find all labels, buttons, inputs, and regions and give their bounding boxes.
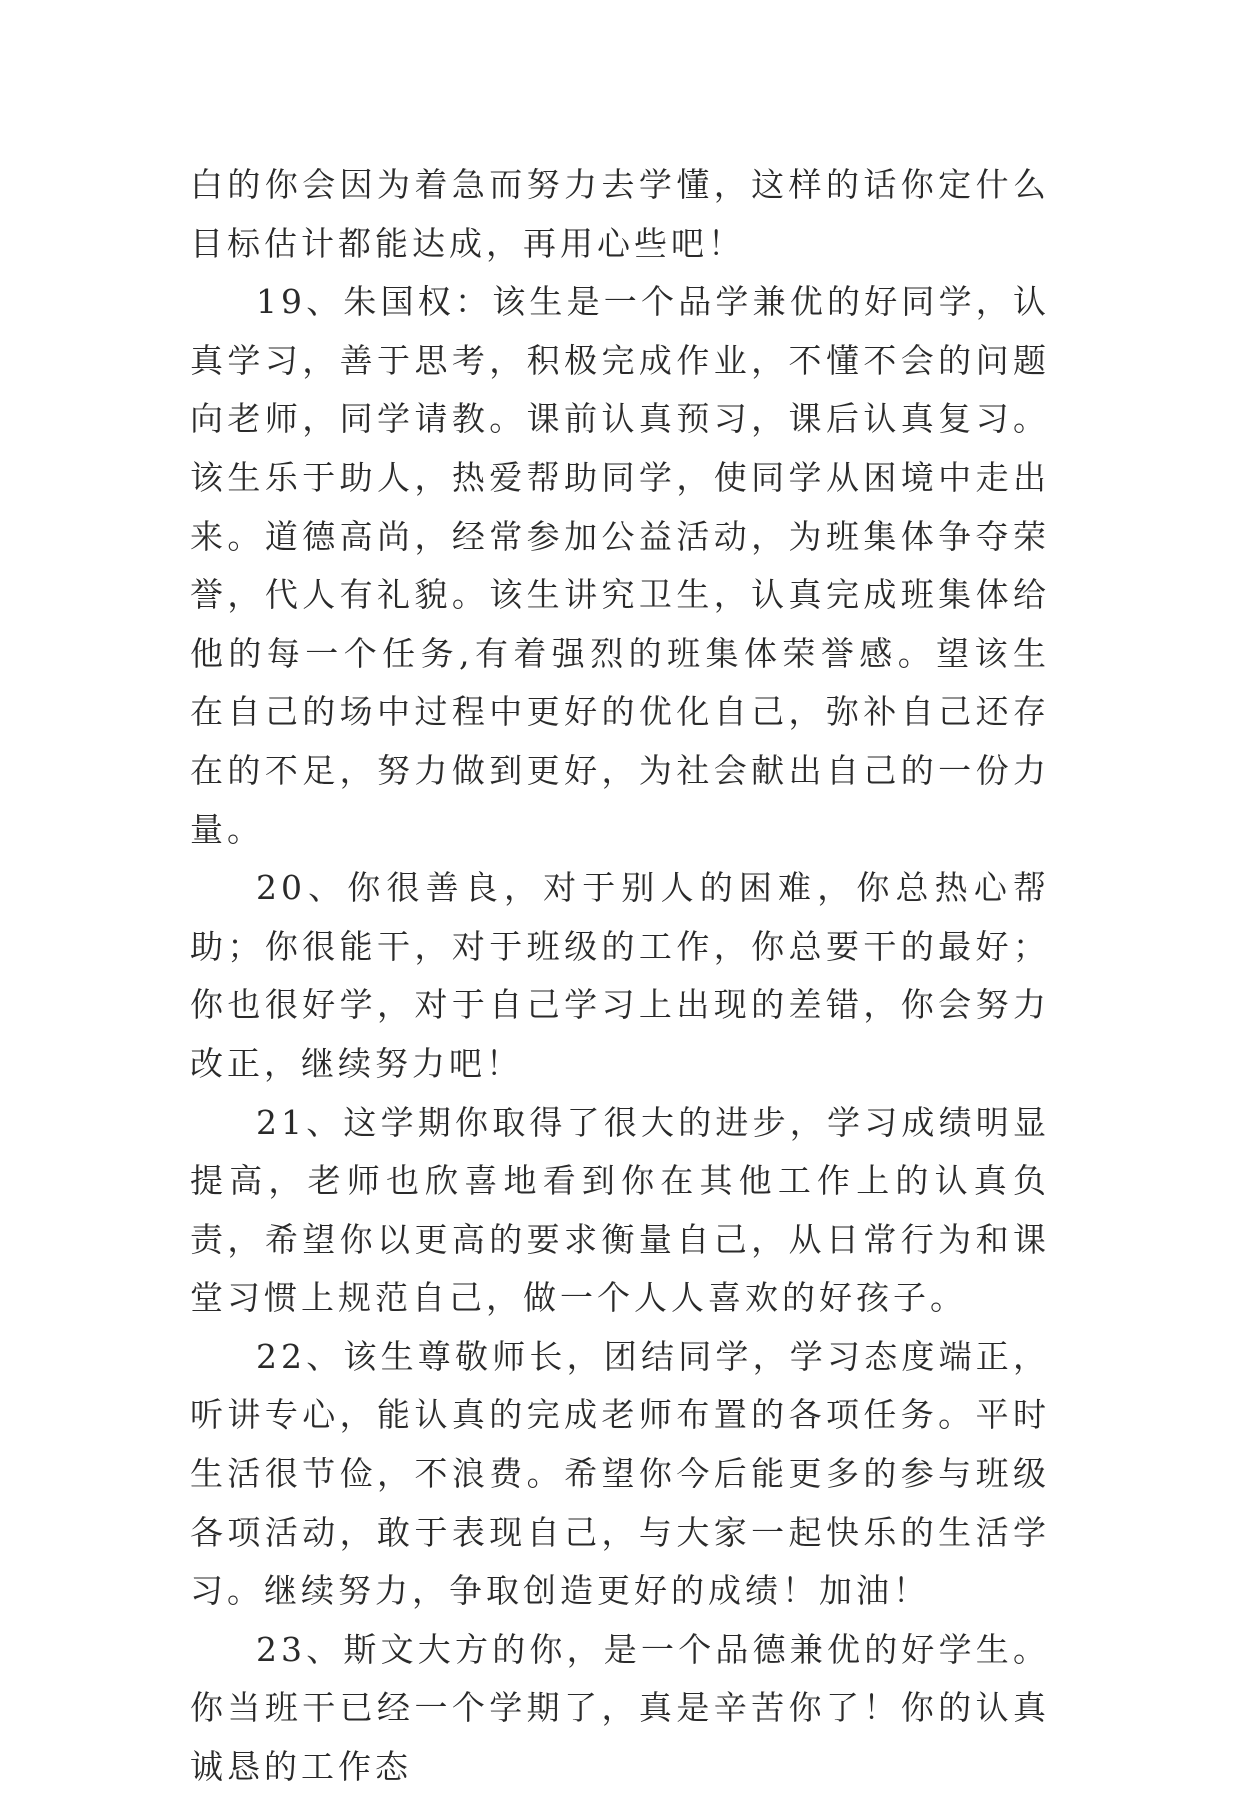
- document-body: [190, 156, 1050, 1797]
- paragraph-comment-22: 22、该生尊敬师长，团结同学，学习态度端正，听讲专心，能认真的完成老师布置的各项任务。平时生活很节俭，不浪费。希望你今后能更多的参与班级各项活动，敢于表现自己，与大家一起快乐的生活学习。继续努力，争取创造更好的成绩！加油！: [190, 1336, 1050, 1611]
- paragraph-comment-23: 23、斯文大方的你，是一个品德兼优的好学生。你当班干已经一个学期了，真是辛苦你了！你的认真诚恳的工作态: [190, 1629, 1050, 1787]
- paragraph-continuation: 白的你会因为着急而努力去学懂，这样的话你定什么目标估计都能达成，再用心些吧！: [190, 165, 1050, 263]
- paragraph-comment-19: 19、朱国权：该生是一个品学兼优的好同学，认真学习，善于思考，积极完成作业，不懂不会的问题向老师，同学请教。课前认真预习，课后认真复习。该生乐于助人，热爱帮助同学，使同学从困境中走出来。道德高尚，经常参加公益活动，为班集体争夺荣誉，代人有礼貌。该生讲究卫生，认真完成班集体给他的每一个任务,有着强烈的班集体荣誉感。望该生在自己的场中过程中更好的优化自己，弥补自己还存在的不足，努力做到更好，为社会献出自己的一份力量。: [190, 282, 1050, 849]
- paragraph-comment-20: 20、你很善良，对于别人的困难，你总热心帮助；你很能干，对于班级的工作，你总要干的最好；你也很好学，对于自己学习上出现的差错，你会努力改正，继续努力吧！: [190, 868, 1050, 1083]
- paragraph-comment-21: 21、这学期你取得了很大的进步，学习成绩明显提高，老师也欣喜地看到你在其他工作上的认真负责，希望你以更高的要求衡量自己，从日常行为和课堂习惯上规范自己，做一个人人喜欢的好孩子。: [190, 1102, 1050, 1318]
